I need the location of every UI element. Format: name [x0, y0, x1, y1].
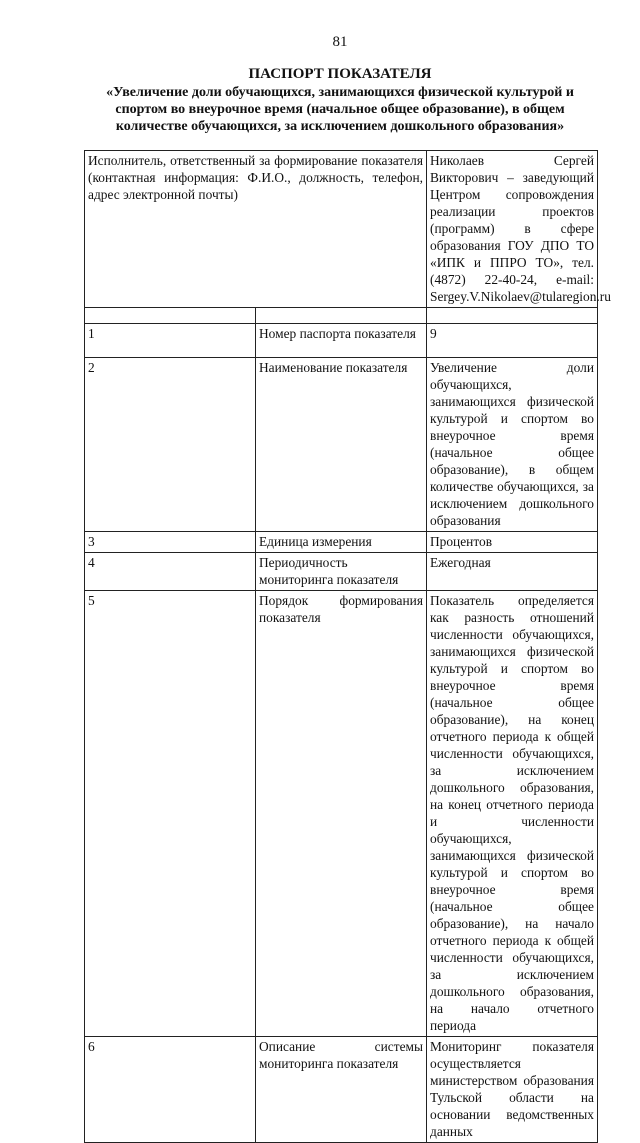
responsible-label: Исполнитель, ответственный за формирование показателя (контактная информация: Ф.И.О., должность, телефон, адрес электронной почты)	[85, 151, 427, 308]
row-label: Единица измерения	[256, 532, 427, 553]
header-row	[85, 151, 598, 308]
table-row	[85, 1037, 598, 1143]
row-value: 9	[427, 324, 598, 358]
passport-table	[84, 150, 611, 1143]
row-label: Описание системы мониторинга показателя	[256, 1037, 427, 1143]
row-number: 2	[85, 358, 256, 532]
table-row	[85, 358, 598, 532]
spacer-row	[85, 308, 598, 324]
row-value: Ежегодная	[427, 553, 598, 591]
responsible-value: Николаев Сергей Викторович – заведующий Центром сопровождения реализации проектов (программ) в сфере образования ГОУ ДПО ТО «ИПК и ППРО ТО», тел. (4872) 22-40-24, e-mail: Sergey.V.Nikolaev@tularegion.ru	[427, 151, 598, 308]
row-label: Наименование показателя	[256, 358, 427, 532]
page-number: 81	[332, 34, 348, 50]
row-value: Показатель определяется как разность отношений численности обучающихся, занимающихся физической культурой и спортом во внеурочное время (начальное общее образование), на конец отчетного периода к общей численности обучающихся, за исключением дошкольного образования, на конец отчетного периода и численности обучающихся, занимающихся физической культурой и спортом во внеурочное время (начальное общее образование), на начало отчетного периода к общей численности обучающихся, за исключением дошкольного образования, на начало отчетного периода	[427, 591, 598, 1037]
row-label: Порядок формирования показателя	[256, 591, 427, 1037]
document-title: ПАСПОРТ ПОКАЗАТЕЛЯ	[248, 66, 432, 82]
row-number: 5	[85, 591, 256, 1037]
row-value: Увеличение доли обучающихся, занимающихся физической культурой и спортом во внеурочное время (начальное общее образование), в общем количестве обучающихся, за исключением дошкольного образования	[427, 358, 598, 532]
indicator-name-heading: «Увеличение доли обучающихся, занимающихся физической культурой и спортом во внеурочное время (начальное общее образование), в общем количестве обучающихся, за исключением дошкольного образования»	[106, 85, 574, 134]
row-number: 1	[85, 324, 256, 358]
row-label: Периодичность мониторинга показателя	[256, 553, 427, 591]
table-row	[85, 591, 598, 1037]
row-label: Номер паспорта показателя	[256, 324, 427, 358]
table-row	[85, 532, 598, 553]
row-value: Мониторинг показателя осуществляется министерством образования Тульской области на основании ведомственных данных	[427, 1037, 598, 1143]
table-row	[85, 324, 598, 358]
row-number: 3	[85, 532, 256, 553]
row-number: 4	[85, 553, 256, 591]
row-number: 6	[85, 1037, 256, 1143]
table-row	[85, 553, 598, 591]
row-value: Процентов	[427, 532, 598, 553]
